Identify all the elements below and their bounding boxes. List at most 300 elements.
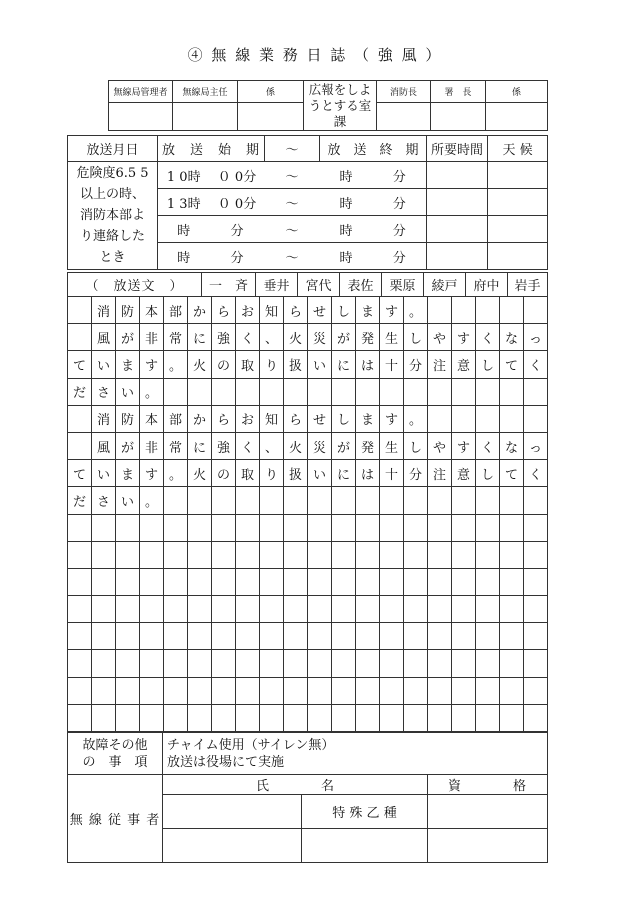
- grid-cell: [92, 650, 116, 677]
- header-duration: 所要時間: [427, 136, 488, 162]
- grid-cell: さ: [92, 378, 116, 405]
- grid-cell: [236, 487, 260, 514]
- grid-cell: [428, 378, 452, 405]
- area-ayado: 綾戸: [424, 273, 466, 297]
- grid-cell: [404, 541, 428, 568]
- row4-end-minute: 分: [373, 243, 427, 270]
- grid-cell: [212, 623, 236, 650]
- grid-cell: [428, 568, 452, 595]
- grid-cell: [284, 623, 308, 650]
- grid-cell: せ: [308, 297, 332, 324]
- operator1-extra: [428, 795, 548, 829]
- row4-end-hour: 時: [320, 243, 373, 270]
- grid-cell: [164, 596, 188, 623]
- grid-cell: [476, 541, 500, 568]
- grid-cell: が: [332, 432, 356, 459]
- grid-cell: 知: [260, 405, 284, 432]
- grid-cell: [476, 378, 500, 405]
- grid-cell: す: [140, 351, 164, 378]
- grid-cell: [236, 514, 260, 541]
- grid-cell: [524, 677, 548, 704]
- grid-cell: [68, 650, 92, 677]
- grid-cell: に: [188, 324, 212, 351]
- grid-cell: [116, 514, 140, 541]
- grid-cell: [500, 297, 524, 324]
- grid-row: [68, 378, 548, 405]
- grid-cell: [68, 541, 92, 568]
- grid-cell: [284, 704, 308, 731]
- approval-box-chief: [173, 103, 238, 131]
- grid-cell: 風: [92, 432, 116, 459]
- grid-cell: ら: [284, 297, 308, 324]
- grid-cell: [524, 378, 548, 405]
- row4-duration: [427, 243, 488, 270]
- operators-table: [67, 774, 548, 863]
- grid-cell: [332, 568, 356, 595]
- grid-cell: [212, 514, 236, 541]
- approval-header-staff: 係: [238, 81, 304, 103]
- grid-cell: い: [92, 460, 116, 487]
- grid-cell: の: [212, 351, 236, 378]
- grid-cell: [140, 596, 164, 623]
- grid-cell: [236, 541, 260, 568]
- row2-start-minute: ０ 0分: [210, 189, 265, 216]
- grid-cell: 防: [116, 405, 140, 432]
- grid-cell: 常: [164, 324, 188, 351]
- grid-cell: [356, 704, 380, 731]
- grid-cell: [116, 704, 140, 731]
- row1-tilde: 〜: [265, 162, 320, 189]
- grid-cell: 分: [404, 351, 428, 378]
- grid-cell: [284, 650, 308, 677]
- grid-cell: [260, 487, 284, 514]
- grid-cell: [68, 704, 92, 731]
- grid-cell: [92, 514, 116, 541]
- grid-cell: [212, 677, 236, 704]
- approval-box-station-chief: [431, 103, 486, 131]
- grid-cell: [524, 623, 548, 650]
- grid-cell: [212, 650, 236, 677]
- grid-cell: [500, 568, 524, 595]
- operators-label: 無 線 従 事 者: [68, 775, 163, 863]
- grid-cell: [188, 514, 212, 541]
- approval-box-fire-chief: [377, 103, 431, 131]
- grid-cell: か: [188, 405, 212, 432]
- grid-cell: [524, 596, 548, 623]
- grid-cell: [404, 378, 428, 405]
- grid-cell: [116, 568, 140, 595]
- grid-cell: [476, 487, 500, 514]
- row2-end-hour: 時: [320, 189, 373, 216]
- grid-cell: 注: [428, 351, 452, 378]
- row3-tilde: 〜: [265, 216, 320, 243]
- grid-cell: 扱: [284, 351, 308, 378]
- grid-cell: [140, 623, 164, 650]
- grid-cell: 火: [284, 324, 308, 351]
- grid-cell: 風: [92, 324, 116, 351]
- grid-row: [68, 351, 548, 378]
- grid-cell: ら: [284, 405, 308, 432]
- grid-cell: [500, 596, 524, 623]
- grid-cell: さ: [92, 487, 116, 514]
- grid-cell: く: [236, 432, 260, 459]
- grid-cell: [92, 704, 116, 731]
- grid-row: [68, 650, 548, 677]
- approval-box-staff-2: [486, 103, 548, 131]
- grid-cell: [188, 650, 212, 677]
- grid-cell: [236, 677, 260, 704]
- grid-cell: [284, 487, 308, 514]
- grid-cell: [476, 704, 500, 731]
- grid-cell: 扱: [284, 460, 308, 487]
- area-fuchu: 府中: [466, 273, 508, 297]
- grid-cell: [452, 405, 476, 432]
- grid-cell: [164, 514, 188, 541]
- header-tilde: 〜: [265, 136, 320, 162]
- grid-cell: [500, 487, 524, 514]
- grid-cell: [308, 568, 332, 595]
- grid-cell: す: [140, 460, 164, 487]
- grid-row: [68, 541, 548, 568]
- grid-cell: 十: [380, 351, 404, 378]
- grid-cell: [164, 378, 188, 405]
- grid-cell: [356, 378, 380, 405]
- grid-cell: く: [476, 324, 500, 351]
- grid-cell: [260, 568, 284, 595]
- grid-cell: [236, 623, 260, 650]
- grid-cell: [188, 623, 212, 650]
- grid-cell: [116, 677, 140, 704]
- operator2-extra: [428, 829, 548, 863]
- grid-cell: [164, 623, 188, 650]
- grid-cell: 火: [188, 460, 212, 487]
- grid-cell: [140, 677, 164, 704]
- grid-cell: [380, 677, 404, 704]
- grid-cell: [308, 378, 332, 405]
- grid-cell: [260, 378, 284, 405]
- grid-cell: [524, 568, 548, 595]
- grid-cell: [164, 487, 188, 514]
- grid-cell: [476, 650, 500, 677]
- grid-cell: [140, 704, 164, 731]
- grid-cell: [236, 650, 260, 677]
- grid-cell: 。: [164, 351, 188, 378]
- approval-header-fire-chief: 消防長: [377, 81, 431, 103]
- row3-end-minute: 分: [373, 216, 427, 243]
- grid-cell: す: [452, 432, 476, 459]
- grid-cell: て: [68, 351, 92, 378]
- grid-cell: [356, 596, 380, 623]
- grid-cell: は: [356, 460, 380, 487]
- broadcast-condition: 危険度6.5 5以上の時、消防本部より連絡したとき: [68, 162, 158, 270]
- grid-cell: [260, 704, 284, 731]
- grid-cell: [524, 650, 548, 677]
- grid-cell: [356, 568, 380, 595]
- grid-cell: [116, 596, 140, 623]
- grid-cell: は: [356, 351, 380, 378]
- grid-cell: [380, 541, 404, 568]
- row1-start-minute: ０ 0分: [210, 162, 265, 189]
- grid-cell: [524, 514, 548, 541]
- grid-cell: [428, 623, 452, 650]
- grid-cell: 。: [164, 460, 188, 487]
- notes-line-chime: チャイム使用（サイレン無）: [167, 737, 335, 753]
- approval-stamp-table: [108, 80, 548, 131]
- grid-cell: [92, 623, 116, 650]
- grid-cell: [68, 405, 92, 432]
- grid-cell: [212, 487, 236, 514]
- grid-cell: 消: [92, 405, 116, 432]
- grid-cell: の: [212, 460, 236, 487]
- row2-weather: [488, 189, 548, 216]
- grid-cell: い: [116, 378, 140, 405]
- grid-cell: [404, 677, 428, 704]
- page-title: ④ 無 線 業 務 日 誌 （ 強 風 ）: [187, 46, 443, 64]
- grid-cell: 知: [260, 297, 284, 324]
- row3-start-minute: 分: [210, 216, 265, 243]
- grid-cell: ま: [356, 297, 380, 324]
- grid-cell: [308, 541, 332, 568]
- grid-cell: [188, 596, 212, 623]
- grid-cell: [404, 623, 428, 650]
- grid-cell: り: [260, 351, 284, 378]
- broadcast-schedule-table: [67, 135, 548, 270]
- grid-cell: [188, 568, 212, 595]
- grid-cell: り: [260, 460, 284, 487]
- notes-content: [163, 733, 548, 775]
- grid-cell: [452, 596, 476, 623]
- grid-row: [68, 677, 548, 704]
- grid-cell: [332, 514, 356, 541]
- grid-cell: [92, 677, 116, 704]
- grid-cell: 生: [380, 432, 404, 459]
- area-all: 一 斉: [202, 273, 256, 297]
- grid-cell: [524, 405, 548, 432]
- row3-duration: [427, 216, 488, 243]
- grid-cell: 発: [356, 324, 380, 351]
- grid-cell: い: [308, 460, 332, 487]
- grid-cell: [524, 541, 548, 568]
- grid-cell: [476, 623, 500, 650]
- grid-cell: [260, 596, 284, 623]
- grid-cell: [428, 297, 452, 324]
- grid-cell: [68, 568, 92, 595]
- grid-cell: [308, 487, 332, 514]
- grid-cell: が: [332, 324, 356, 351]
- grid-row: [68, 704, 548, 731]
- grid-cell: 意: [452, 460, 476, 487]
- grid-cell: [356, 650, 380, 677]
- grid-cell: [452, 704, 476, 731]
- grid-cell: [500, 378, 524, 405]
- grid-cell: [212, 596, 236, 623]
- grid-cell: [284, 541, 308, 568]
- approval-header-staff-2: 係: [486, 81, 548, 103]
- grid-cell: だ: [68, 487, 92, 514]
- grid-cell: っ: [524, 324, 548, 351]
- grid-cell: て: [500, 460, 524, 487]
- grid-cell: [68, 514, 92, 541]
- approval-box-manager: [109, 103, 173, 131]
- grid-cell: [332, 677, 356, 704]
- grid-cell: な: [500, 432, 524, 459]
- grid-cell: [164, 568, 188, 595]
- grid-row: [68, 487, 548, 514]
- row1-weather: [488, 162, 548, 189]
- row2-start-hour: 1 3時: [158, 189, 210, 216]
- grid-cell: [356, 623, 380, 650]
- grid-cell: [452, 514, 476, 541]
- grid-cell: ま: [116, 351, 140, 378]
- grid-cell: [68, 596, 92, 623]
- header-weather: 天 候: [488, 136, 548, 162]
- grid-cell: い: [92, 351, 116, 378]
- grid-cell: [476, 677, 500, 704]
- grid-cell: [68, 297, 92, 324]
- grid-cell: [452, 623, 476, 650]
- row4-tilde: 〜: [265, 243, 320, 270]
- grid-cell: や: [428, 324, 452, 351]
- grid-cell: っ: [524, 432, 548, 459]
- grid-cell: [68, 677, 92, 704]
- grid-cell: [332, 650, 356, 677]
- grid-cell: [308, 596, 332, 623]
- grid-cell: 本: [140, 297, 164, 324]
- operators-qual-header: [428, 775, 548, 795]
- grid-cell: [116, 541, 140, 568]
- grid-cell: [404, 596, 428, 623]
- grid-cell: [524, 297, 548, 324]
- notes-label: [68, 733, 163, 775]
- grid-cell: 分: [404, 460, 428, 487]
- row4-start-hour: 時: [158, 243, 210, 270]
- grid-cell: [500, 677, 524, 704]
- grid-cell: [116, 623, 140, 650]
- grid-cell: [500, 541, 524, 568]
- grid-row: [68, 596, 548, 623]
- grid-cell: に: [188, 432, 212, 459]
- message-manuscript-grid: [67, 296, 548, 732]
- grid-cell: く: [476, 432, 500, 459]
- grid-cell: [92, 541, 116, 568]
- notes-label-line1: 故障その他: [82, 737, 148, 753]
- row4-weather: [488, 243, 548, 270]
- grid-row: [68, 623, 548, 650]
- grid-cell: [260, 541, 284, 568]
- grid-cell: [500, 514, 524, 541]
- grid-cell: [428, 596, 452, 623]
- row1-start-hour: 1 0時: [158, 162, 210, 189]
- grid-cell: 火: [284, 432, 308, 459]
- grid-cell: [452, 487, 476, 514]
- grid-cell: [428, 514, 452, 541]
- grid-cell: 火: [188, 351, 212, 378]
- grid-cell: 。: [140, 378, 164, 405]
- row2-duration: [427, 189, 488, 216]
- grid-cell: [452, 650, 476, 677]
- grid-cell: [332, 704, 356, 731]
- approval-header-pr-section: 広報をしようとする室課: [304, 81, 377, 131]
- grid-cell: く: [524, 460, 548, 487]
- operator2-name: [163, 829, 302, 863]
- notes-label-line2: の 事 項: [82, 754, 148, 770]
- grid-cell: な: [500, 324, 524, 351]
- grid-cell: 強: [212, 432, 236, 459]
- grid-cell: [452, 297, 476, 324]
- grid-cell: が: [116, 432, 140, 459]
- grid-cell: [260, 677, 284, 704]
- row1-duration: [427, 162, 488, 189]
- grid-cell: [212, 704, 236, 731]
- grid-cell: く: [236, 324, 260, 351]
- grid-cell: [428, 405, 452, 432]
- grid-cell: 災: [308, 432, 332, 459]
- grid-cell: [308, 677, 332, 704]
- grid-cell: て: [500, 351, 524, 378]
- grid-cell: [68, 432, 92, 459]
- grid-cell: い: [116, 487, 140, 514]
- grid-cell: [404, 650, 428, 677]
- grid-cell: 消: [92, 297, 116, 324]
- grid-cell: [404, 487, 428, 514]
- grid-cell: [68, 324, 92, 351]
- grid-cell: [524, 704, 548, 731]
- grid-cell: [260, 623, 284, 650]
- grid-cell: 常: [164, 432, 188, 459]
- approval-header-manager: 無線局管理者: [109, 81, 173, 103]
- row4-start-minute: 分: [210, 243, 265, 270]
- grid-cell: [404, 704, 428, 731]
- grid-cell: し: [332, 297, 356, 324]
- grid-cell: [428, 704, 452, 731]
- grid-cell: [164, 650, 188, 677]
- grid-cell: す: [380, 297, 404, 324]
- grid-cell: 発: [356, 432, 380, 459]
- grid-cell: [356, 677, 380, 704]
- grid-cell: [476, 596, 500, 623]
- grid-cell: ま: [356, 405, 380, 432]
- approval-header-station-chief: 署 長: [431, 81, 486, 103]
- grid-cell: や: [428, 432, 452, 459]
- grid-cell: [284, 596, 308, 623]
- approval-box-staff: [238, 103, 304, 131]
- broadcast-area-table: [67, 272, 548, 297]
- area-kurihara: 栗原: [382, 273, 424, 297]
- grid-cell: す: [452, 324, 476, 351]
- grid-cell: が: [116, 324, 140, 351]
- grid-cell: [140, 541, 164, 568]
- grid-cell: 取: [236, 460, 260, 487]
- notes-table: [67, 732, 548, 775]
- grid-cell: [164, 704, 188, 731]
- grid-cell: に: [332, 351, 356, 378]
- grid-cell: [140, 514, 164, 541]
- area-hyousa: 表佐: [340, 273, 382, 297]
- grid-cell: [92, 596, 116, 623]
- grid-cell: 非: [140, 432, 164, 459]
- grid-cell: [236, 378, 260, 405]
- grid-cell: [428, 677, 452, 704]
- grid-cell: [188, 704, 212, 731]
- grid-cell: [188, 487, 212, 514]
- grid-cell: [284, 677, 308, 704]
- grid-cell: お: [236, 297, 260, 324]
- grid-cell: し: [476, 351, 500, 378]
- grid-cell: 。: [404, 297, 428, 324]
- grid-cell: [236, 568, 260, 595]
- grid-cell: か: [188, 297, 212, 324]
- grid-cell: [260, 650, 284, 677]
